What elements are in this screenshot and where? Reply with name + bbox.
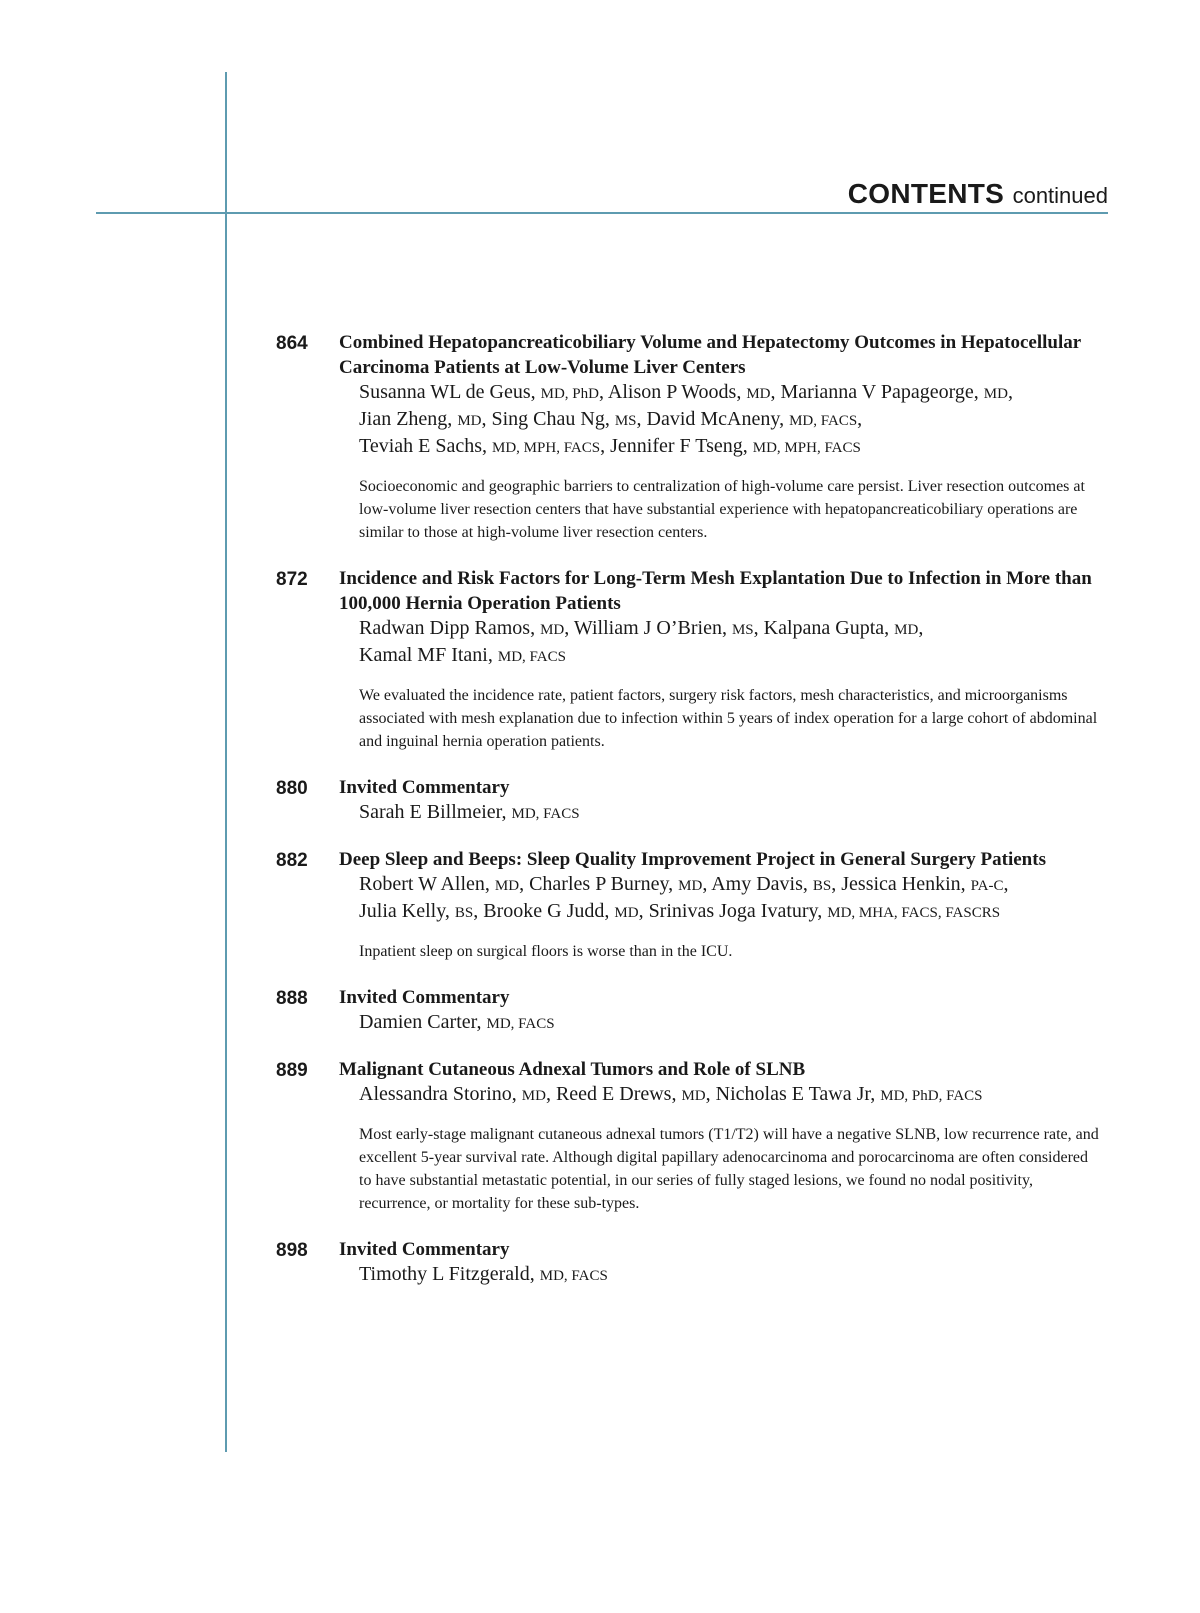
toc-entry: [0, 1057, 1200, 1215]
author-name: , Srinivas Joga Ivatury,: [638, 900, 828, 922]
page-number: 872: [276, 569, 308, 590]
author-name: , Kalpana Gupta,: [753, 617, 895, 639]
article-summary: Most early-stage malignant cutaneous adnexal tumors (T1/T2) will have a negative SLNB, low recurrence rate, and excellent 5-year survival rate. Although digital papillary adenocarcinoma and porocarcinoma are often considered to have substantial metastatic potential, in our series of fully staged lesions, we found no nodal positivity, recurrence, or mortality for these sub-types.: [359, 1126, 1099, 1212]
author-credentials: MD, MPH, FACS: [752, 440, 861, 456]
article-title[interactable]: Malignant Cutaneous Adnexal Tumors and Role of SLNB: [339, 1059, 806, 1080]
author-credentials: MD: [681, 1088, 706, 1104]
author-list: [359, 872, 1109, 926]
author-credentials: MD, FACS: [486, 1016, 555, 1032]
author-credentials: MD: [494, 878, 520, 894]
author-name: Robert W Allen,: [359, 873, 495, 895]
page-number: 882: [276, 850, 308, 871]
page-number: 864: [276, 333, 308, 354]
author-name: , Jennifer F Tseng,: [600, 435, 753, 457]
author-credentials: BS: [454, 905, 474, 921]
author-credentials: BS: [812, 878, 832, 894]
header-subtitle: continued: [1012, 183, 1108, 208]
author-credentials: MD: [521, 1088, 546, 1104]
article-summary: We evaluated the incidence rate, patient factors, surgery risk factors, mesh characteristics, and microorganisms associated with mesh explanation due to infection within 5 years of index operation for a large cohort of abdominal and inguinal hernia operation patients.: [359, 687, 1098, 750]
author-credentials: PA-C: [970, 878, 1004, 894]
author-credentials: MD, PhD, FACS: [880, 1088, 983, 1104]
author-name: Damien Carter,: [359, 1011, 487, 1033]
toc-entry: [0, 775, 1200, 827]
author-credentials: MD, PhD: [540, 386, 599, 402]
author-line: [359, 800, 1109, 827]
author-name: , David McAneny,: [636, 408, 790, 430]
author-name: , Amy Davis,: [702, 873, 813, 895]
author-line: [359, 616, 1109, 643]
page-header: [848, 178, 1108, 210]
author-line: [359, 643, 1109, 670]
author-credentials: MD, MPH, FACS: [492, 440, 601, 456]
author-name: Jian Zheng,: [359, 408, 458, 430]
toc-entry: [0, 566, 1200, 753]
author-list: [359, 1082, 1109, 1109]
author-name: , Alison P Woods,: [599, 381, 747, 403]
page-number: 889: [276, 1060, 308, 1081]
author-list: [359, 1262, 1109, 1289]
author-name: Susanna WL de Geus,: [359, 381, 541, 403]
author-credentials: MS: [614, 413, 637, 429]
author-credentials: MD, FACS: [497, 649, 566, 665]
article-title[interactable]: Deep Sleep and Beeps: Sleep Quality Improvement Project in General Surgery Patients: [339, 849, 1046, 870]
toc-entry: [0, 1237, 1200, 1289]
page-number: 898: [276, 1240, 308, 1261]
author-name: Radwan Dipp Ramos,: [359, 617, 541, 639]
author-line: [359, 434, 1109, 461]
article-title[interactable]: Combined Hepatopancreaticobiliary Volume and Hepatectomy Outcomes in Hepatocellular Carcinoma Patients at Low-Volume Liver Centers: [339, 332, 1081, 378]
author-name: Timothy L Fitzgerald,: [359, 1263, 540, 1285]
author-name: , Nicholas E Tawa Jr,: [705, 1083, 881, 1105]
author-line: [359, 899, 1109, 926]
author-line: [359, 407, 1109, 434]
author-name: Kamal MF Itani,: [359, 644, 498, 666]
author-name: Sarah E Billmeier,: [359, 801, 512, 823]
author-name: , Reed E Drews,: [545, 1083, 682, 1105]
article-title[interactable]: Invited Commentary: [339, 1239, 510, 1260]
author-credentials: MD: [457, 413, 482, 429]
author-line: [359, 1010, 1109, 1037]
header-title: CONTENTS: [847, 178, 1005, 209]
author-credentials: MD, MHA, FACS, FASCRS: [827, 905, 1001, 921]
article-title[interactable]: Invited Commentary: [339, 777, 510, 798]
author-credentials: MD: [540, 622, 565, 638]
article-title[interactable]: Invited Commentary: [339, 987, 510, 1008]
horizontal-rule: [96, 212, 1108, 214]
author-name: , Brooke G Judd,: [473, 900, 615, 922]
author-name: Julia Kelly,: [359, 900, 455, 922]
author-list: [359, 380, 1109, 461]
page-number: 888: [276, 988, 308, 1009]
author-credentials: MD, FACS: [539, 1268, 608, 1284]
author-credentials: MS: [731, 622, 754, 638]
author-credentials: MD: [678, 878, 703, 894]
author-name: , William J O’Brien,: [564, 617, 732, 639]
toc-entry: [0, 847, 1200, 963]
article-summary: Socioeconomic and geographic barriers to centralization of high-volume care persist. Liver resection outcomes at low-volume liver resection centers that have substantial experience with hepatopancreaticobiliary operations are similar to those at high-volume liver resection centers.: [359, 478, 1085, 541]
author-name: Teviah E Sachs,: [359, 435, 493, 457]
author-name: Alessandra Storino,: [359, 1083, 522, 1105]
author-credentials: MD: [894, 622, 919, 638]
author-list: [359, 616, 1109, 670]
author-credentials: MD, FACS: [789, 413, 858, 429]
page-number: 880: [276, 778, 308, 799]
author-list: [359, 1010, 1109, 1037]
author-credentials: MD: [983, 386, 1008, 402]
author-credentials: MD: [746, 386, 771, 402]
author-separator: ,: [1007, 381, 1013, 403]
author-credentials: MD: [614, 905, 639, 921]
author-separator: ,: [1003, 873, 1009, 895]
author-name: , Jessica Henkin,: [831, 873, 971, 895]
contents-list: [0, 330, 1200, 1289]
author-name: , Sing Chau Ng,: [481, 408, 615, 430]
toc-entry: [0, 985, 1200, 1037]
article-title[interactable]: Incidence and Risk Factors for Long-Term Mesh Explantation Due to Infection in More than 100,000 Hernia Operation Patients: [339, 568, 1092, 614]
author-credentials: MD, FACS: [511, 806, 580, 822]
author-name: , Marianna V Papageorge,: [770, 381, 984, 403]
author-list: [359, 800, 1109, 827]
author-separator: ,: [918, 617, 924, 639]
author-separator: ,: [857, 408, 863, 430]
toc-entry: [0, 330, 1200, 544]
article-summary: Inpatient sleep on surgical floors is worse than in the ICU.: [359, 943, 733, 960]
author-line: [359, 872, 1109, 899]
author-line: [359, 1262, 1109, 1289]
author-line: [359, 380, 1109, 407]
author-name: , Charles P Burney,: [519, 873, 679, 895]
author-line: [359, 1082, 1109, 1109]
